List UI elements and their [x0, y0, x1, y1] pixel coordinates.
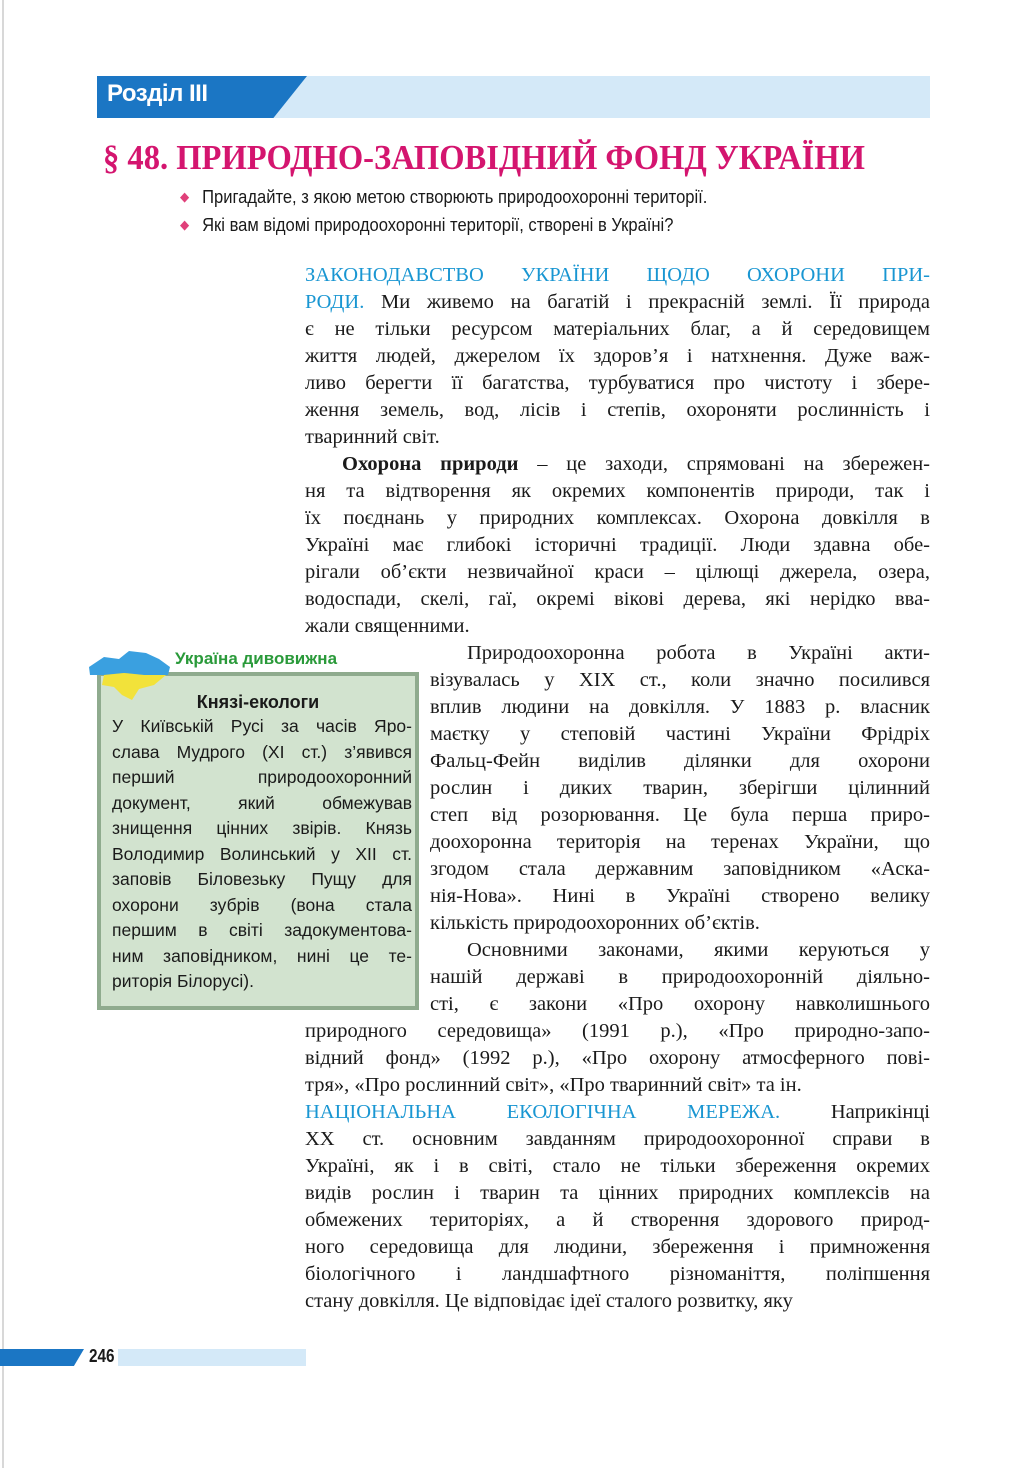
text-line — [305, 289, 930, 316]
info-box-line: першим в світі задокументова- — [112, 920, 412, 940]
bullet-icon: ◆ — [180, 189, 190, 204]
text-span: Україні має глибокі історичні традиції. Люди здавна обе- — [305, 534, 930, 556]
page-title: § 48. ПРИРОДНО-ЗАПОВІДНИЙ ФОНД УКРАЇНИ — [103, 138, 865, 177]
info-box-label: Україна дивовижна — [175, 649, 338, 668]
text-line — [430, 856, 930, 883]
text-line — [305, 1045, 930, 1072]
text-line — [305, 478, 930, 505]
text-span: Ми живемо на багатій і прекрасній землі. Її природа — [364, 291, 930, 313]
text-line — [305, 262, 930, 289]
text-line — [305, 586, 930, 613]
info-box-line: Володимир Волинський у XII ст. — [112, 843, 412, 864]
info-box-line: слава Мудрого (XI ст.) з’явився — [112, 741, 412, 762]
text-span: ження земель, вод, лісів і степів, охороняти рослинність і — [305, 399, 930, 421]
page-edge — [2, 0, 4, 1468]
text-line — [305, 505, 930, 532]
text-line — [430, 937, 930, 964]
question-text: Які вам відомі природоохоронні території, створені в Україні? — [202, 215, 674, 235]
text-span: життя людей, джерелом їх здоров’я і натхнення. Дуже важ- — [305, 345, 930, 367]
text-line — [305, 1261, 930, 1288]
text-line — [305, 451, 930, 478]
text-line — [305, 1288, 930, 1315]
info-box-line: охорони зубрів (вона стала — [112, 894, 412, 915]
text-line — [430, 802, 930, 829]
text-span: обмежених територіях, а й створення здорового природ- — [305, 1209, 930, 1231]
text-line — [305, 559, 930, 586]
text-span: нашій державі в природоохоронній діяльно- — [430, 966, 930, 988]
text-span: – це заходи, спрямовані на збережен- — [518, 453, 930, 475]
text-span: видів рослин і тварин та цінних природних комплексів на — [305, 1182, 930, 1204]
text-span: Фальц-Фейн виділив ділянки для охорони — [430, 750, 930, 772]
section-label: Розділ III — [107, 80, 208, 107]
text-span: Україні, як і в світі, стало не тільки збереження окремих — [305, 1155, 930, 1177]
text-line — [305, 424, 930, 451]
text-span: рігали об’єкти незвичайної краси – цілющі джерела, озера, — [305, 561, 930, 583]
page-number: 246 — [89, 1346, 115, 1366]
text-line — [305, 532, 930, 559]
text-span: згодом стала державним заповідником «Аска- — [430, 858, 930, 880]
text-line — [305, 1018, 930, 1045]
text-line — [305, 1072, 930, 1099]
text-span: ного середовища для людини, збереження і примноження — [305, 1236, 930, 1258]
subheading: ЗАКОНОДАВСТВО УКРАЇНИ ЩОДО ОХОРОНИ ПРИ- — [305, 264, 930, 286]
info-box-line: знищення цінних звірів. Князь — [112, 818, 412, 838]
text-span: стану довкілля. Це відповідає ідеї сталого розвитку, яку — [305, 1290, 793, 1312]
text-span: ливо берегти її багатства, турбуватися про чистоту і збере- — [305, 372, 930, 394]
text-span: маєтку у степовій частині України Фрідріх — [430, 723, 930, 745]
text-line — [430, 775, 930, 802]
footer-band — [118, 1349, 306, 1366]
text-span: біологічного і ландшафтного різноманіття, поліпшення — [305, 1263, 930, 1285]
subheading: НАЦІОНАЛЬНА ЕКОЛОГІЧНА МЕРЕЖА. — [305, 1101, 781, 1123]
text-line — [305, 397, 930, 424]
info-box — [97, 672, 419, 1010]
info-box-line: риторія Білорусі). — [112, 971, 254, 991]
text-span: візувалась у XIX ст., коли значно посилився — [430, 669, 930, 691]
text-span: доохоронна територія на теренах України, що — [430, 831, 930, 853]
text-line — [305, 1126, 930, 1153]
text-span: сті, є закони «Про охорону навколишнього — [430, 993, 930, 1015]
text-line — [305, 1180, 930, 1207]
info-box-line: У Київській Русі за часів Яро- — [112, 716, 412, 736]
text-line — [305, 1207, 930, 1234]
text-line — [305, 370, 930, 397]
text-span: степ від розорювання. Це була перша приро- — [430, 804, 930, 826]
question-2 — [180, 215, 673, 236]
text-span: тря», «Про рослинний світ», «Про тваринний світ» та ін. — [305, 1074, 802, 1096]
text-line — [430, 910, 930, 937]
text-line — [305, 1153, 930, 1180]
text-span: є не тільки ресурсом матеріальних благ, а й середовищем — [305, 318, 930, 340]
footer-tab — [0, 1349, 84, 1366]
question-text: Пригадайте, з якою метою створюють природоохоронні території. — [202, 187, 708, 207]
info-box-heading: Князі-екологи — [196, 692, 320, 712]
text-span: XX ст. основним завданням природоохоронної справи в — [305, 1128, 930, 1150]
text-span: тваринний світ. — [305, 426, 440, 448]
text-line — [430, 721, 930, 748]
text-span: Основними законами, якими керуються у — [467, 939, 930, 961]
bullet-icon: ◆ — [180, 217, 190, 232]
text-span: жали священними. — [305, 615, 470, 637]
text-line — [430, 883, 930, 910]
text-span: відний фонд» (1992 р.), «Про охорону атмосферного пові- — [305, 1047, 930, 1069]
info-box-line: документ, який обмежував — [112, 792, 412, 813]
info-box-line: перший природоохоронний — [112, 767, 412, 787]
info-box-line: заповів Біловезьку Пущу для — [112, 869, 412, 889]
ukraine-map-icon — [84, 645, 174, 705]
text-line — [430, 640, 930, 667]
text-line — [305, 343, 930, 370]
term: Охорона природи — [342, 453, 519, 475]
text-line — [305, 613, 930, 640]
text-span: Природоохоронна робота в Україні акти- — [467, 642, 930, 664]
text-line — [430, 667, 930, 694]
text-span: природного середовища» (1991 р.), «Про природно-запо- — [305, 1020, 930, 1042]
text-line — [305, 1099, 930, 1126]
text-line — [430, 748, 930, 775]
text-line — [430, 829, 930, 856]
text-line — [430, 991, 930, 1018]
text-span: ня та відтворення як окремих компонентів природи, так і — [305, 480, 930, 502]
text-line — [305, 1234, 930, 1261]
text-line — [430, 694, 930, 721]
text-span: вплив людини на довкілля. У 1883 р. власник — [430, 696, 930, 718]
text-span: Наприкінці — [780, 1101, 930, 1123]
text-line — [305, 316, 930, 343]
text-span: кількість природоохоронних об’єктів. — [430, 912, 760, 934]
info-box-line: ним заповідником, нині це те- — [112, 945, 412, 966]
text-span: їх поєднань у природних комплексах. Охорона довкілля в — [305, 507, 930, 529]
text-line — [430, 964, 930, 991]
text-span: нія-Нова». Нині в Україні створено велику — [430, 885, 930, 907]
question-1 — [180, 187, 707, 208]
header-band — [200, 76, 930, 118]
info-box-text — [112, 716, 412, 997]
text-span: рослин і диких тварин, зберігши цілинний — [430, 777, 930, 799]
text-span: водоспади, скелі, гаї, окремі вікові дерева, які нерідко вва- — [305, 588, 930, 610]
subheading: РОДИ. — [305, 291, 365, 313]
